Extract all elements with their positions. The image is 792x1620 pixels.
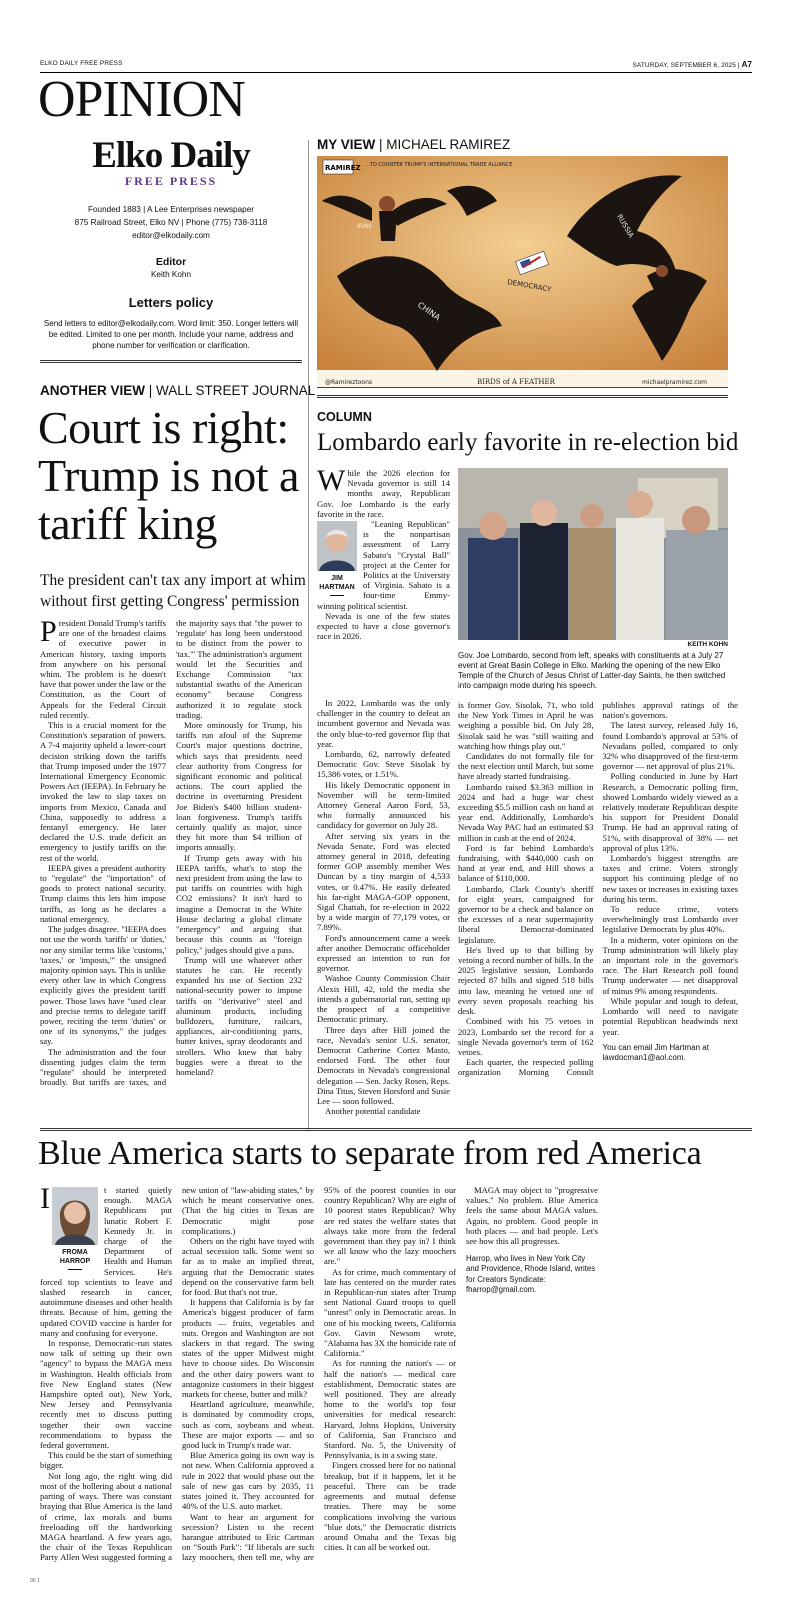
letters-policy-title: Letters policy xyxy=(128,295,214,310)
column-paragraph: Washoe County Commission Chair Alexis Hill, 42, told the media she intends a gubernatorial run, setting up the prospect of a competitive Democratic primary. xyxy=(317,973,450,1025)
folio-date: SATURDAY, SEPTEMBER 6, 2025 | A7 xyxy=(632,60,752,69)
blue-america-paragraph: MAGA may object to "progressive values." No problem. Blue America feels the same about MAGA values. Again, no problem. Good people in both places — and bad people. Let's see how this all progresses. xyxy=(466,1185,598,1247)
another-view-paragraph: Trump will use whatever other statutes he can. He recently expanded his use of Section 232 national-security power to impose tariffs on "derivative" steel and aluminum products, including bulldozers, furniture, railcars, appliances, air-conditioning parts, butter knives, spray deodorants and strollers. Who knew that baby buggies were a threat to the homeland? xyxy=(176,954,302,1077)
author-photo xyxy=(317,521,357,571)
folio-paper-name: ELKO DAILY FREE PRESS xyxy=(40,60,123,67)
column-paragraph: Three days after Hill joined the race, Nevada's senior U.S. senator, Democrat Catherine Cortez Masto, endorsed Ford. The other four Democrats in Nevada's congressional delegation — Sen. Jacky Rosen, Reps. Dina Titus, Steven Horsford and Susie Lee — soon followed. xyxy=(317,1024,450,1106)
harrop-dash xyxy=(68,1269,82,1270)
masthead-info xyxy=(40,203,302,242)
column-paragraph: Lombardo's biggest strengths are taxes and crime. Voters strongly support his continuing pledge of no new taxes or increases in existing taxes during his term. xyxy=(602,853,738,904)
column-kicker: COLUMN xyxy=(317,410,372,424)
column-headline: Lombardo early favorite in re-election bid xyxy=(317,429,739,456)
cartoon-signature: RAMIREZ xyxy=(325,164,361,172)
column-paragraph: Lombardo, Clark County's sheriff for eight years, campaigned for governor to be a check and balance on the excesses of a near supermajority liberal Democrat-dominated legislature. xyxy=(458,883,594,945)
another-view-kicker: ANOTHER VIEW | WALL STREET JOURNAL xyxy=(40,383,316,398)
masthead-info-line1: Founded 1883 | A Lee Enterprises newspaper xyxy=(88,205,254,214)
cartoon-site: michaelpramirez.com xyxy=(642,379,708,386)
editor-name: Keith Kohn xyxy=(150,270,192,279)
label-left-bird: IRAN xyxy=(357,223,372,230)
another-view-paragraph xyxy=(40,615,166,720)
page-code: 00 1 xyxy=(30,1578,40,1584)
section-title: OPINION xyxy=(38,71,245,128)
another-view-paragraph: More ominously for Trump, his tariffs run afoul of the Supreme Court's major questions doctrine, which says that presidents need clear authority from Congress for significant economic and political actions. The court applied the doctrine in overturning President Joe Biden's $400 billion student-loan forgiveness. Trump's tariffs certainly qualify as major, since they hit more than $4 trillion of imports annually. xyxy=(176,720,302,853)
column-drop-cap: W xyxy=(317,464,346,497)
column-body-lead xyxy=(317,464,450,642)
blue-america-drop-cap: I xyxy=(40,1182,50,1215)
editorial-cartoon xyxy=(317,156,728,388)
cartoon-top-text: ...TO COUNTER TRUMP'S INTERNATIONAL TRADE ALLIANCE xyxy=(365,162,513,168)
column-lead-text: hile the 2026 election for Nevada governor is still 14 months away, Republican Gov. Joe Lombardo is the early favorite in the race. xyxy=(317,468,450,519)
column-paragraph: Ford's announcement came a week after another Democratic officeholder expressed an intention to run for governor. xyxy=(317,932,450,974)
column-paragraph: To reduce crime, voters overwhelmingly trust Lombardo over legislative Democrats by plus 40%. xyxy=(602,904,738,935)
section-divider xyxy=(40,1128,752,1132)
masthead-email[interactable]: editor@elkodaily.com xyxy=(132,231,210,240)
my-view-label: MY VIEW xyxy=(317,137,376,152)
blue-america-paragraph: Blue America going its own way is not new. When California approved a rule in 2022 that would phase out the sale of new gas cars by 2035, 11 states joined it. They accounted for 40% of the U.S. auto market. xyxy=(182,1450,314,1512)
column-paragraph: Another potential candidate xyxy=(325,1106,421,1117)
blue-america-lead xyxy=(40,1182,172,1338)
news-photo xyxy=(458,468,728,640)
blue-america-lead-text: t started quietly enough. MAGA Republicans put lunatic Robert F. Kennedy Jr. in charge of the Department of Health and Human Services. He's forced top scientists to leave and slashed research in cancer, autoimmune diseases and other health threats. Because of him, getting the updated COVID vaccine is harder for many and confusing for everyone. xyxy=(40,1185,172,1338)
column-paragraph: In a midterm, voter opinions on the Trump administration will likely play an important role in the governor's race. The Hart Research poll found Trump underwater — net disapproval of minus 9% among respondents. xyxy=(602,934,738,996)
column-paragraph: His likely Democratic opponent in November will be term-limited Attorney General Aaron Ford, 53, who formally announced his candidacy for governor on July 28. xyxy=(317,779,450,831)
column-divider xyxy=(308,140,309,1130)
photo-credit: KEITH KOHN xyxy=(687,641,728,648)
author-mugshot xyxy=(317,521,357,596)
harrop-last-name: HARROP xyxy=(59,1258,91,1265)
column-paragraph: Polling conducted in June by Hart Research, a Democratic polling firm, showed Lombardo widely viewed as a relatively moderate Republican despite his support for President Donald Trump. He had an approval rating of 51%, with disapproval of 38% — net approval of plus 13%. xyxy=(602,771,738,853)
photo-caption: Gov. Joe Lombardo, second from left, speaks with constituents at a July 27 event at Great Basin College in Elko. Marking the opening of the new Elko Temple of the Church of Jesus Christ of Latter-day Saints, he then switched into campaign mode during his speech. xyxy=(458,651,726,690)
column-signoff: You can email Jim Hartman at lawdocman1@aol.com. xyxy=(602,1042,709,1062)
blue-america-paragraph: As for crime, much commentary of late has centered on the murder rates in Republican-run states after Trump sent National Guard troops to quell "unrest" only in Democratic areas. In one of his mocking tweets, California Gov. Gavin Newsom wrote, "Alabama has 3X the homicide rate of California." xyxy=(324,1266,456,1359)
editor-label: Editor xyxy=(155,256,187,268)
my-view-kicker: MY VIEW | MICHAEL RAMIREZ xyxy=(317,137,511,152)
another-view-deck: The president can't tax any import at whim without first getting Congress' permission xyxy=(40,572,306,610)
cartoon-handle: @Ramireztoons xyxy=(325,379,373,386)
column-paragraph xyxy=(317,464,450,519)
blue-america-headline: Blue America starts to separate from red America xyxy=(38,1135,702,1172)
folio-page-number: A7 xyxy=(741,60,752,69)
drop-cap: P xyxy=(40,615,57,648)
another-view-paragraph: IEEPA gives a president authority to "regulate" the "importation" of goods to protect national security. Trump claims this lets him impose tariffs, as long as he declares a national emergency. xyxy=(40,862,166,924)
masthead-subtitle: FREE PRESS xyxy=(124,174,218,188)
column-paragraph: While popular and tough to defeat, Lombardo will need to navigate potential Republican headwinds next year. xyxy=(602,995,738,1037)
another-view-headline: Court is right: Trump is not a tariff king xyxy=(38,402,299,549)
another-view-source: WALL STREET JOURNAL xyxy=(156,383,316,398)
photo-illustration xyxy=(458,468,728,640)
author-name xyxy=(317,574,357,592)
author-photo-illustration xyxy=(317,521,357,571)
column-paragraph: Lombardo, 62, narrowly defeated Democratic Gov. Steve Sisolak by 15,386 votes, or 1.51%. xyxy=(317,749,450,780)
blue-america-paragraph xyxy=(40,1182,172,1338)
column-paragraph: He's lived up to that billing by vetoing a record number of bills. In the 2025 legislative session, Lombardo rejected 87 bills and signed 518 bills into law, meaning he vetoed one of every seven proposals reaching his desk. xyxy=(458,944,594,1017)
masthead xyxy=(40,135,302,351)
column-body-right xyxy=(458,700,738,1078)
label-democracy: DEMOCRACY xyxy=(506,278,552,294)
blue-america-paragraph: Heartland agriculture, meanwhile, is dominated by commodity crops, such as corn, soybeans and wheat. These are major exports — and so good luck in Trump's trade war. xyxy=(182,1399,314,1451)
blue-america-signoff: Harrop, who lives in New York City and Providence, Rhode Island, writes for Creators Syndicate: fharrop@gmail.com. xyxy=(466,1254,596,1294)
column-body-left xyxy=(317,698,450,1116)
cartoon-illustration xyxy=(317,156,728,388)
column-paragraph: Nevada is one of the few states expected to have a close governor's race in 2026. xyxy=(317,610,450,642)
harrop-photo xyxy=(52,1187,98,1245)
harrop-name xyxy=(52,1248,98,1266)
blue-america-paragraph: As for running the nation's — or half the nation's — medical care establishment, Democratic states are well positioned. They are already home to the world's top four universities for medical research: Harvard, Johns Hopkins, University of California, San Francisco and Stanford. No. 5, the University of Pennsylvania, is in a swing state. xyxy=(324,1358,456,1461)
column-paragraph: Lombardo raised $3.363 million in 2024 and had a huge war chest exceeding $5.5 million cash on hand at year end. Additionally, Lombardo's Nevada Way PAC had an estimated $3 million in cash at the end of 2024. xyxy=(458,781,594,843)
column-paragraph: Ford is far behind Lombardo's fundraising, with $440,000 cash on hand at year end, and Hill shows a balance of $110,000. xyxy=(458,842,594,884)
blue-america-body xyxy=(40,1182,740,1565)
column-paragraph: The latest survey, released July 16, found Lombardo's approval at 53% of Nevadans polled, compared to only 32% who disapproved of the first-term governor — net approval of plus 21%. xyxy=(602,720,738,772)
another-view-body xyxy=(40,615,302,1088)
blue-america-paragraph: It happens that California is by far America's biggest producer of farm products — fruits, vegetables and nuts. Oregon and Washington are not slackers in that regard. The swing states of the upper Midwest might have to choose sides. Do Wisconsin and the other dairy powers want to antagonize customers in their biggest markets for cheese, butter and milk? xyxy=(182,1297,314,1400)
author-last-name: HARTMAN xyxy=(319,584,355,592)
blue-america-paragraph: Want to hear an argument for secession? Listen to the recent harangue attributed to Eric Cartman on "South Park": "If liberals are such lazy moochers, then tell me, why are 95% of the poorest counties in our country Republican? Why are eight of 10 poorest states Republican? Why are red states the welfare states that always take more from the federal government than they pay in? I think we all know who the lazy moochers are." xyxy=(182,1185,456,1563)
folio xyxy=(40,58,752,70)
another-view-paragraph: If Trump gets away with his IEEPA tariffs, what's to stop the next president from using the law to put tariffs on countries with high CO2 emissions? It isn't hard to imagine a Democrat in the White House declaring a global climate "emergency" and arguing that because this counts as "foreign policy," judges should give a pass. xyxy=(176,852,302,955)
column-paragraph: Candidates do not formally file for the next election until March, but some have already started fundraising. xyxy=(458,751,594,782)
masthead-info-line2: 875 Railroad Street, Elko NV | Phone (775) 738-3118 xyxy=(74,218,268,227)
column-paragraph: After serving six years in the Nevada Senate, Ford was elected attorney general in 2018, defeating former GOP assembly member Wes Duncan by a tiny margin of 4,533 votes, or 0.47%. He easily defeated his far-right MAGA-GOP opponent, Sigal Chattah, for re-election in 2022 by a wide margin of 77,179 votes, or 7.89%. xyxy=(317,830,450,933)
column-paragraph: Combined with his 75 vetoes in 2023, Lombardo set the record for a single Nevada governor's term of 162 vetoes. xyxy=(458,1016,594,1057)
author-first-name: JIM xyxy=(331,575,343,583)
folio-date-text: SATURDAY, SEPTEMBER 6, 2025 xyxy=(632,62,736,69)
masthead-logo: Elko Daily xyxy=(92,135,250,176)
blue-america-paragraph: Others on the right have toyed with actual secession talk. Some went so far as to make an implied threat, arguing that the Democratic states depend on the conservative farm belt for food. But that's not true. xyxy=(182,1236,314,1298)
my-view-divider xyxy=(317,395,728,399)
blue-america-paragraph: In response, Democratic-run states now talk of setting up their own "agency" to bypass the MAGA mess in Washington. Health officials from five New England states (New Hampshire opted out), New York, New Jersey and Pennsylvania recently met to discuss putting together their own vaccine recommendations to bypass the federal government. xyxy=(40,1338,172,1451)
harrop-photo-illustration xyxy=(52,1187,98,1245)
another-view-label: ANOTHER VIEW xyxy=(40,383,146,398)
another-view-lead: resident Donald Trump's tariffs are one of the broadest claims of executive power in American history, taxing imports from anywhere on his personal whim. The problem is he doesn't have that power under the law or the Constitution, as the Court of Appeals for the Federal Circuit ruled recently. xyxy=(40,618,166,720)
cartoon-title: BIRDS of A FEATHER xyxy=(477,378,555,386)
blue-america-paragraph: This could be the start of something bigger. xyxy=(40,1450,172,1471)
column-paragraph: is former Gov. Sisolak, 71, who told the New York Times in April he was weighing a possible bid. On July 28, Sisolak said he was "still waiting and watching how things play out." xyxy=(458,700,594,751)
blue-america-paragraph: Not long ago, the right wing did most of the hollering about a national parting of ways. There was constant braying that Blue America is the land of crime, lax morals and bums freeloading off the hardworking MAGA heartland. A few years ago, the chair of the Texas Republican Party Allen West suggested forming a new union of "law-abiding states," by which he meant conservative ones. (That the big cities in Texas are Democratic might pose complications.) xyxy=(40,1185,314,1563)
another-view-paragraph: This is a crucial moment for the Constitution's separation of powers. A 7-4 majority upheld a lower-court decision striking down the tariffs that Trump imposed under the 1977 International Emergency Economic Powers Act (IEEPA). In February he invoked the law to slap taxes on imports from Mexico, Canada and China, supposedly to address a fentanyl emergency. He later declared the U.S. trade deficit an emergency to justify tariffs on the rest of the world. xyxy=(40,720,166,863)
harrop-mugshot xyxy=(52,1187,98,1270)
my-view-author: MICHAEL RAMIREZ xyxy=(386,137,511,152)
letters-policy-text: Send letters to editor@elkodaily.com. Word limit: 350. Longer letters will be edited. Limited to one per month. Include your name, address and phone number for verification or clarification. xyxy=(43,319,299,350)
label-russia: RUSSIA xyxy=(615,213,636,240)
column-paragraph: "Leaning Republican" is the nonpartisan assessment of Larry Sabato's "Crystal Ball" project at the Center for Politics at the University of Virginia. Sabato is a four-time Emmy-winning political scientist. xyxy=(317,519,450,611)
column-paragraph: Each quarter, the respected polling organization Morning Consult publishes approval ratings of the nation's governors. xyxy=(458,700,738,1078)
harrop-first-name: FROMA xyxy=(62,1249,88,1256)
masthead-divider xyxy=(40,360,302,364)
column-paragraph: In 2022, Lombardo was the only challenger in the country to defeat an incumbent governor and Nevada was the only blue-to-red governor flip that year. xyxy=(317,698,450,749)
label-china: CHINA xyxy=(415,300,442,323)
another-view-paragraph: The administration and the four dissenting judges claim the term "regulate" should be interpreted broadly. But tariffs are taxes, and the majority says that "the power to 'regulate' has long been understood to be distinct from the power to 'tax.'" The administration's argument would let the Securities and Exchange Commission "tax substantial swaths of the American economy" because Congress authorized it to regulate stock trading. xyxy=(40,618,302,1088)
blue-america-paragraph: Fingers crossed here for no national breakup, but if it happens, let it be peaceful. There can be trade agreements and mutual defense treaties. There may be some complications involving the various "blue dots," the Democratic districts around Omaha and the Texas big cities. It can all be worked out. xyxy=(324,1460,456,1553)
another-view-paragraph: The judges disagree. "IEEPA does not use the words 'tariffs' or 'duties,' nor any similar terms like 'customs,' 'taxes,' or 'imposts,'" the unsigned majority opinion says. This is unlike every other law in which Congress explicitly gives the president tariff power. Those laws have "used clear and precise terms to delegate tariff power, reciting the term 'duties' or one of its synonyms," the judges say. xyxy=(40,924,166,1047)
author-dash xyxy=(330,595,344,596)
